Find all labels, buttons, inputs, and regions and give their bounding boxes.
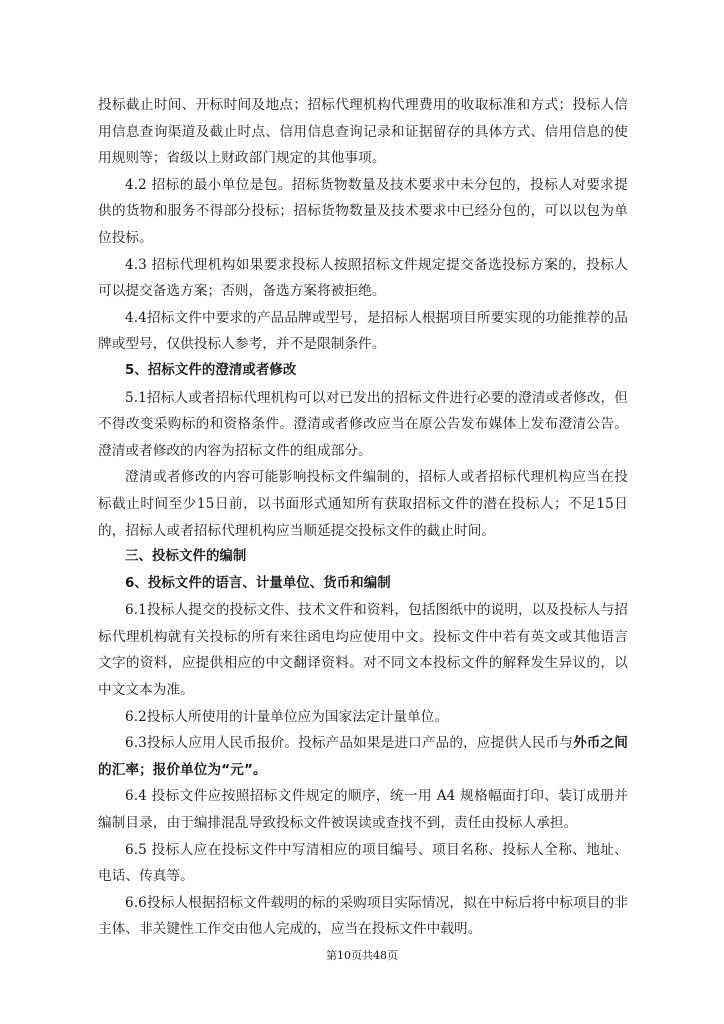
- section-heading-6: 6、投标文件的语言、计量单位、货币和编制: [125, 575, 391, 591]
- paragraph-submission-items: 投标截止时间、开标时间及地点；招标代理机构代理费用的收取标准和方式；投标人信用信息查询渠道及截止时点、信用信息查询记录和证据留存的具体方式、信用信息的使用规则等；省级以上财政部门规定的其他事项。: [98, 97, 628, 167]
- paragraph-6-1: 6.1投标人提交的投标文件、技术文件和资料，包括图纸中的说明，以及投标人与招标代理机构就有关投标的所有来往函电均应使用中文。投标文件中若有英文或其他语言文字的资料，应提供相应的中文翻译资料。对不同文本投标文件的解释发生异议的，以中文文本为准。: [98, 602, 628, 699]
- paragraph-6-3: [98, 730, 628, 783]
- paragraph-6-3-bold: 外币之间的汇率；报价单位为“元”。: [98, 735, 628, 778]
- paragraph-4-3: 4.3 招标代理机构如果要求投标人按照招标文件规定提交备选投标方案的，投标人可以提交备选方案；否则，备选方案将被拒绝。: [98, 256, 628, 300]
- paragraph-5-1: 5.1招标人或者招标代理机构可以对已发出的招标文件进行必要的澄清或者修改，但不得改变采购标的和资格条件。澄清或者修改应当在原公告发布媒体上发布澄清公告。澄清或者修改的内容为招标文件的组成部分。: [98, 389, 628, 459]
- paragraph-6-6: 6.6投标人根据招标文件载明的标的采购项目实际情况，拟在中标后将中标项目的非主体、非关键性工作交由他人完成的，应当在投标文件中载明。: [98, 894, 628, 938]
- paragraph-6-5: 6.5 投标人应在投标文件中写清相应的项目编号、项目名称、投标人全称、地址、电话、传真等。: [98, 841, 628, 885]
- paragraph-4-2: 4.2 招标的最小单位是包。招标货物数量及技术要求中未分包的，投标人对要求提供的货物和服务不得部分投标；招标货物数量及技术要求中已经分包的，可以以包为单位投标。: [98, 176, 628, 246]
- chapter-heading-3: 三、投标文件的编制: [125, 549, 247, 565]
- page-number: 第10页共48页: [326, 949, 398, 962]
- paragraph-6-3-plain: 6.3投标人应用人民币报价。投标产品如果是进口产品的，应提供人民币与: [125, 735, 574, 752]
- paragraph-clarification-deadline: 澄清或者修改的内容可能影响投标文件编制的，招标人或者招标代理机构应当在投标截止时间至少15日前，以书面形式通知所有获取招标文件的潜在投标人；不足15日的，招标人或者招标代理机构应当顺延提交投标文件的截止时间。: [98, 469, 628, 539]
- paragraph-6-4: 6.4 投标文件应按照招标文件规定的顺序，统一用 A4 规格幅面打印、装订成册并编制目录，由于编排混乱导致投标文件被误读或查找不到，责任由投标人承担。: [98, 788, 628, 832]
- section-heading-5: 5、招标文件的澄清或者修改: [125, 362, 297, 378]
- paragraph-4-4: 4.4招标文件中要求的产品品牌或型号，是招标人根据项目所要实现的功能推荐的品牌或型号，仅供投标人参考，并不是限制条件。: [98, 309, 628, 353]
- document-page: [98, 92, 628, 943]
- paragraph-6-2: 6.2投标人所使用的计量单位应为国家法定计量单位。: [125, 708, 449, 725]
